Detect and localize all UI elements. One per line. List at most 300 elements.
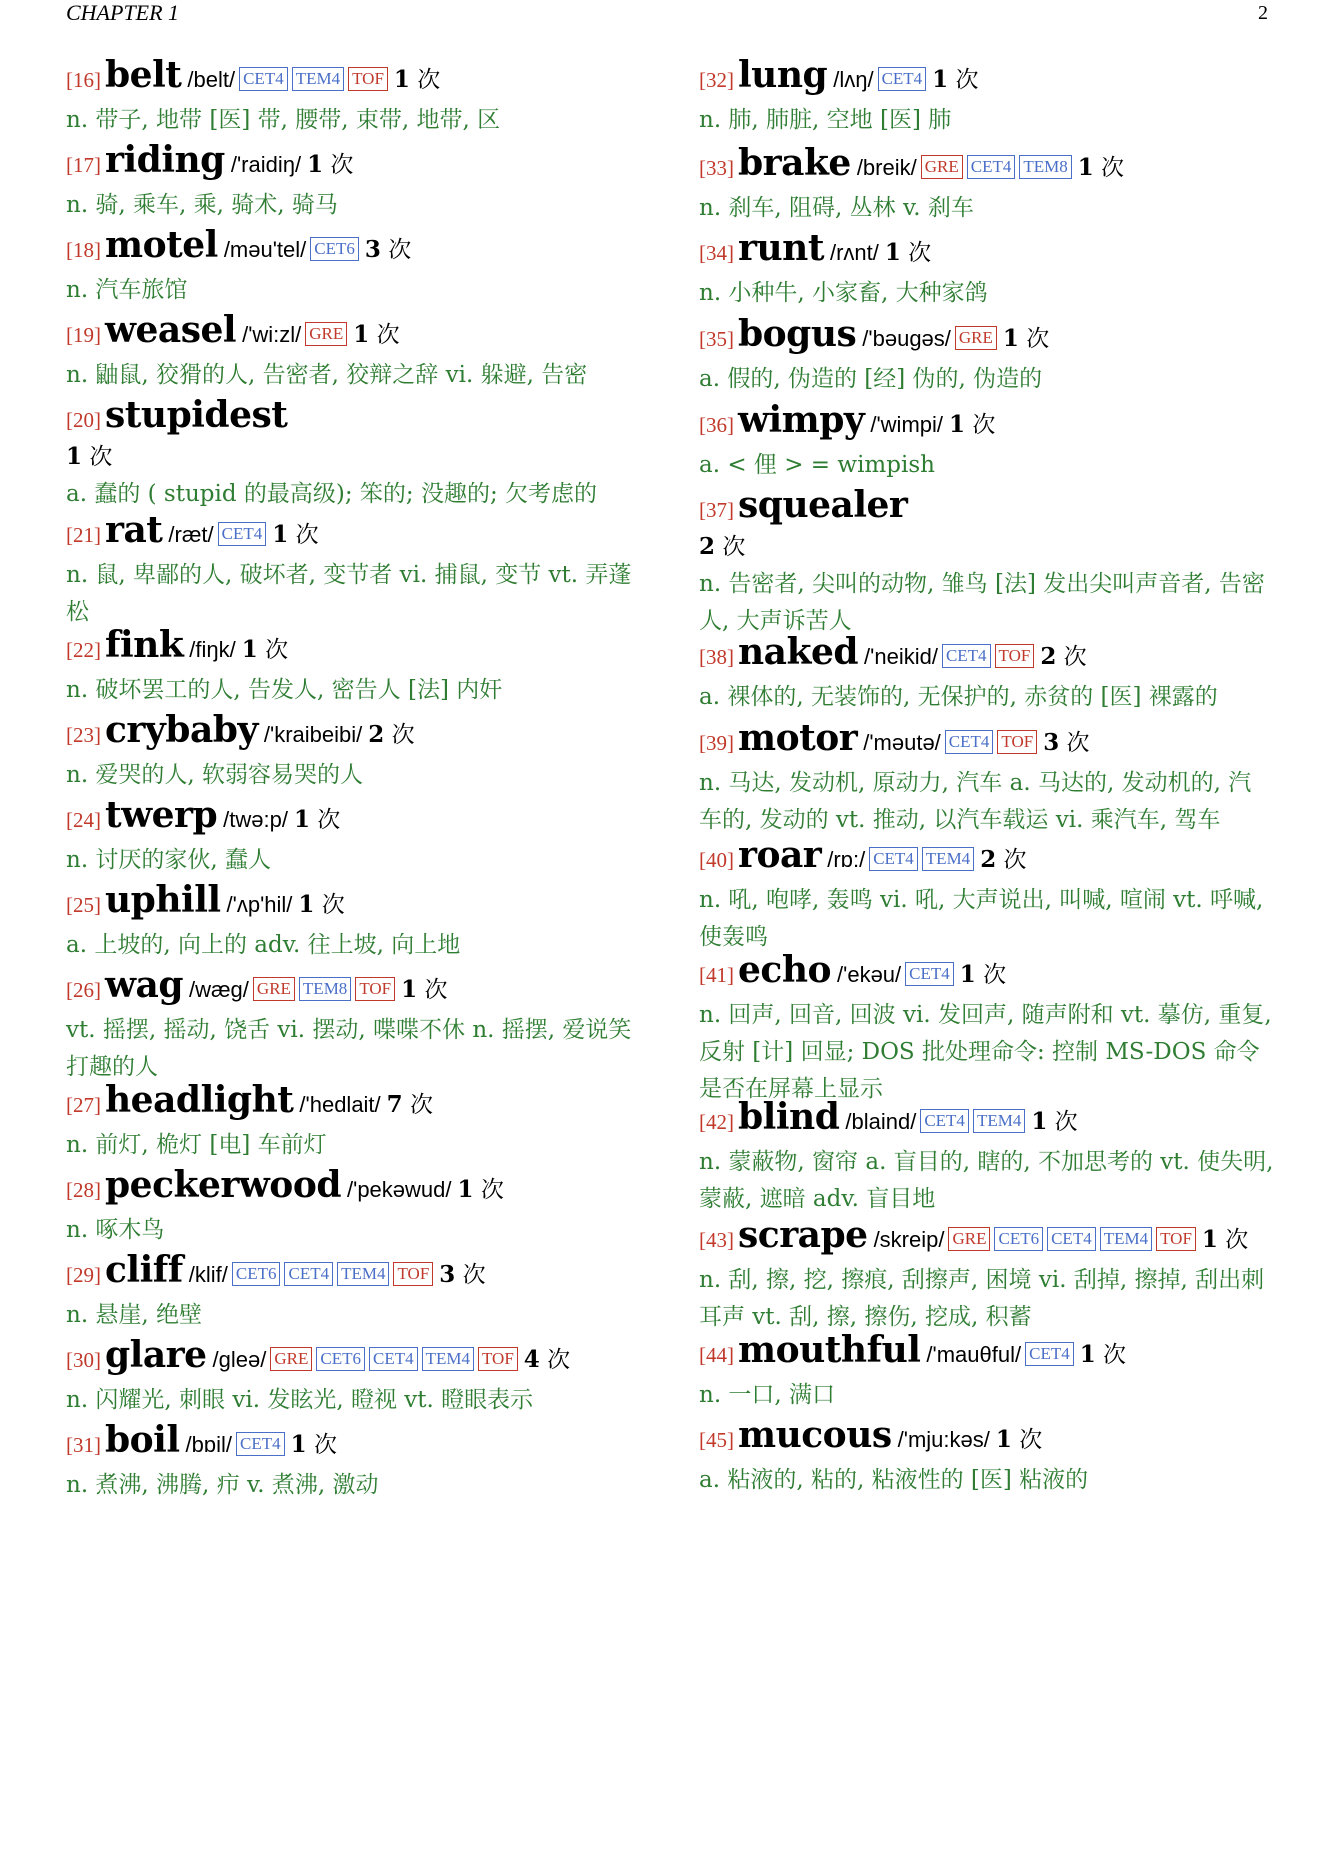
entry-head bbox=[699, 632, 1274, 677]
pronunciation: /'mju:kəs/ bbox=[897, 1427, 990, 1452]
entry-index: [29] bbox=[66, 1263, 101, 1287]
headword: uphill bbox=[105, 879, 221, 921]
entry-head bbox=[66, 1165, 646, 1210]
entry-head bbox=[699, 718, 1274, 763]
pronunciation: /'pekəwud/ bbox=[347, 1177, 452, 1202]
count-unit: 次 bbox=[1011, 1427, 1043, 1453]
headword: roar bbox=[738, 834, 822, 876]
count-unit: 次 bbox=[715, 534, 746, 560]
headword: headlight bbox=[105, 1079, 294, 1121]
count-unit: 次 bbox=[1047, 1109, 1078, 1135]
count-number: 3 bbox=[439, 1261, 456, 1288]
occurrence-count bbox=[272, 522, 318, 548]
pronunciation: /rɒ:/ bbox=[827, 847, 866, 872]
pronunciation: /belt/ bbox=[187, 67, 236, 92]
vocab-entry bbox=[66, 55, 646, 139]
headword: peckerwood bbox=[105, 1164, 341, 1206]
occurrence-count bbox=[699, 534, 745, 560]
vocab-entry bbox=[66, 140, 646, 224]
headword: stupidest bbox=[105, 394, 288, 436]
pronunciation: /ræt/ bbox=[168, 522, 214, 547]
headword: scrape bbox=[738, 1214, 868, 1256]
vocab-entry bbox=[699, 228, 1274, 312]
vocab-entry bbox=[66, 710, 646, 794]
vocab-entry bbox=[699, 1215, 1274, 1336]
count-unit: 次 bbox=[473, 1177, 504, 1203]
entry-head bbox=[699, 485, 1274, 530]
entry-head bbox=[66, 510, 646, 555]
occurrence-count bbox=[298, 892, 344, 918]
count-number: 1 bbox=[298, 891, 315, 918]
entry-head bbox=[66, 710, 646, 755]
pronunciation: /'wimpi/ bbox=[870, 412, 944, 437]
pronunciation: /fiŋk/ bbox=[189, 637, 236, 662]
exam-tag: CET6 bbox=[310, 237, 359, 261]
vocab-entry bbox=[66, 1080, 646, 1164]
entry-head bbox=[66, 225, 646, 270]
count-number: 1 bbox=[307, 151, 324, 178]
vocab-entry bbox=[66, 1250, 646, 1334]
entry-index: [21] bbox=[66, 523, 101, 547]
exam-tag: GRE bbox=[305, 322, 347, 346]
headword: crybaby bbox=[105, 709, 258, 751]
count-number: 4 bbox=[523, 1346, 540, 1373]
exam-tag: CET4 bbox=[869, 847, 918, 871]
entry-head bbox=[699, 400, 1274, 445]
entry-index: [16] bbox=[66, 68, 101, 92]
exam-tag: TOF bbox=[393, 1262, 433, 1286]
count-unit: 次 bbox=[310, 807, 341, 833]
headword: motor bbox=[738, 717, 858, 759]
count-unit: 次 bbox=[257, 637, 289, 663]
count-unit: 次 bbox=[417, 977, 448, 1003]
entry-index: [26] bbox=[66, 978, 101, 1002]
count-unit: 次 bbox=[996, 847, 1027, 873]
vocab-entry bbox=[66, 510, 646, 631]
occurrence-count bbox=[1040, 644, 1086, 670]
occurrence-count bbox=[1031, 1109, 1077, 1135]
headword: naked bbox=[738, 631, 859, 673]
pronunciation: /'kraibeibi/ bbox=[263, 722, 363, 747]
entry-head bbox=[66, 55, 646, 100]
exam-tag: CET4 bbox=[1047, 1227, 1096, 1251]
definition: n. 一口, 满口 bbox=[699, 1382, 836, 1408]
headword: boil bbox=[105, 1419, 180, 1461]
vocab-entry bbox=[66, 795, 646, 879]
definition: vt. 摇摆, 摇动, 饶舌 vi. 摆动, 喋喋不休 n. 摇摆, 爱说笑打趣的人 bbox=[66, 1017, 632, 1080]
exam-tag: CET6 bbox=[316, 1347, 365, 1371]
count-number: 1 bbox=[290, 1431, 307, 1458]
vocab-entry bbox=[66, 395, 646, 513]
definition: n. 骑, 乘车, 乘, 骑术, 骑马 bbox=[66, 192, 338, 218]
occurrence-count bbox=[439, 1262, 485, 1288]
exam-tag: TOF bbox=[355, 977, 395, 1001]
pronunciation: /'ekəu/ bbox=[837, 962, 902, 987]
occurrence-count bbox=[1202, 1227, 1248, 1253]
entry-head bbox=[699, 55, 1274, 100]
count-line bbox=[66, 440, 646, 474]
entry-index: [17] bbox=[66, 153, 101, 177]
headword: echo bbox=[738, 949, 832, 991]
count-number: 1 bbox=[949, 411, 966, 438]
exam-tag: TEM4 bbox=[337, 1262, 389, 1286]
exam-tag: TOF bbox=[995, 644, 1035, 668]
pronunciation: /'ʌp'hil/ bbox=[226, 892, 293, 917]
vocab-entry bbox=[66, 1420, 646, 1504]
count-number: 3 bbox=[364, 236, 381, 263]
count-number: 1 bbox=[1002, 325, 1019, 352]
pronunciation: /'raidiŋ/ bbox=[230, 152, 302, 177]
occurrence-count bbox=[291, 1432, 337, 1458]
occurrence-count bbox=[1078, 155, 1124, 181]
pronunciation: /'məutə/ bbox=[863, 730, 941, 755]
count-number: 1 bbox=[66, 443, 83, 470]
occurrence-count bbox=[885, 240, 931, 266]
chapter-title: CHAPTER 1 bbox=[66, 0, 180, 25]
exam-tag: TOF bbox=[478, 1347, 518, 1371]
entry-index: [33] bbox=[699, 156, 734, 180]
headword: riding bbox=[105, 139, 225, 181]
exam-tag: TOF bbox=[1156, 1227, 1196, 1251]
entry-index: [32] bbox=[699, 68, 734, 92]
entry-head bbox=[699, 950, 1274, 995]
occurrence-count bbox=[980, 847, 1026, 873]
entry-head bbox=[699, 228, 1274, 273]
entry-index: [23] bbox=[66, 723, 101, 747]
entry-head bbox=[699, 143, 1274, 188]
count-number: 1 bbox=[1201, 1226, 1218, 1253]
definition: n. 啄木鸟 bbox=[66, 1217, 165, 1243]
vocab-entry bbox=[699, 55, 1274, 139]
vocab-entry bbox=[699, 632, 1274, 716]
count-number: 7 bbox=[386, 1091, 403, 1118]
headword: cliff bbox=[105, 1249, 183, 1291]
occurrence-count bbox=[458, 1177, 504, 1203]
definition: n. 鼠, 卑鄙的人, 破坏者, 变节者 vi. 捕鼠, 变节 vt. 弄蓬松 bbox=[66, 562, 632, 625]
vocab-entry bbox=[699, 1415, 1274, 1499]
vocab-entry bbox=[66, 625, 646, 709]
entry-index: [20] bbox=[66, 408, 101, 432]
occurrence-count bbox=[365, 237, 411, 263]
count-unit: 次 bbox=[409, 67, 441, 93]
occurrence-count bbox=[932, 67, 978, 93]
count-number: 1 bbox=[457, 1176, 474, 1203]
definition: n. 爱哭的人, 软弱容易哭的人 bbox=[66, 762, 364, 788]
occurrence-count bbox=[1043, 730, 1089, 756]
pronunciation: /'bəugəs/ bbox=[862, 326, 951, 351]
count-unit: 次 bbox=[380, 237, 412, 263]
headword: wimpy bbox=[738, 399, 865, 441]
count-unit: 次 bbox=[948, 67, 979, 93]
entry-index: [30] bbox=[66, 1348, 101, 1372]
entry-index: [40] bbox=[699, 848, 734, 872]
pronunciation: /klif/ bbox=[188, 1262, 228, 1287]
entry-head bbox=[66, 625, 646, 670]
count-unit: 次 bbox=[1217, 1227, 1249, 1253]
exam-tag: GRE bbox=[270, 1347, 312, 1371]
count-line bbox=[699, 530, 1274, 564]
count-unit: 次 bbox=[1093, 155, 1125, 181]
count-unit: 次 bbox=[965, 412, 996, 438]
headword: mucous bbox=[738, 1414, 892, 1456]
count-number: 1 bbox=[959, 961, 976, 988]
definition: a. 蠢的 ( stupid 的最高级); 笨的; 没趣的; 欠考虑的 bbox=[66, 481, 598, 507]
exam-tag: TOF bbox=[997, 730, 1037, 754]
exam-tag: CET4 bbox=[967, 155, 1016, 179]
occurrence-count bbox=[368, 722, 414, 748]
headword: bogus bbox=[738, 313, 857, 355]
pronunciation: /'hedlait/ bbox=[299, 1092, 381, 1117]
definition: n. 告密者, 尖叫的动物, 雏鸟 [法] 发出尖叫声音者, 告密人, 大声诉苦人 bbox=[699, 571, 1265, 634]
exam-tag: GRE bbox=[955, 326, 997, 350]
pronunciation: /'mauθful/ bbox=[926, 1342, 1022, 1367]
definition: n. 煮沸, 沸腾, 疖 v. 煮沸, 激动 bbox=[66, 1472, 379, 1498]
entry-head bbox=[699, 1097, 1274, 1142]
entry-index: [19] bbox=[66, 323, 101, 347]
count-number: 2 bbox=[1040, 643, 1057, 670]
definition: a. 裸体的, 无装饰的, 无保护的, 赤贫的 [医] 裸露的 bbox=[699, 684, 1218, 710]
vocab-entry bbox=[66, 965, 646, 1086]
definition: n. 刹车, 阻碍, 丛林 v. 刹车 bbox=[699, 195, 974, 221]
exam-tag: CET4 bbox=[284, 1262, 333, 1286]
pronunciation: /wæg/ bbox=[189, 977, 249, 1002]
occurrence-count bbox=[66, 444, 112, 470]
definition: n. 破坏罢工的人, 告发人, 密告人 [法] 内奸 bbox=[66, 677, 503, 703]
pronunciation: /rʌnt/ bbox=[829, 240, 879, 265]
count-number: 1 bbox=[1079, 1341, 1096, 1368]
definition: n. 蒙蔽物, 窗帘 a. 盲目的, 瞎的, 不加思考的 vt. 使失明, 蒙蔽, 遮暗 adv. 盲目地 bbox=[699, 1149, 1274, 1212]
pronunciation: /twə:p/ bbox=[223, 807, 288, 832]
occurrence-count bbox=[401, 977, 447, 1003]
pronunciation: /bɒil/ bbox=[185, 1432, 233, 1457]
entry-index: [37] bbox=[699, 498, 734, 522]
headword: runt bbox=[738, 227, 824, 269]
headword: twerp bbox=[105, 794, 218, 836]
count-number: 1 bbox=[401, 976, 418, 1003]
count-number: 1 bbox=[272, 521, 289, 548]
headword: rat bbox=[105, 509, 163, 551]
definition: n. 小种牛, 小家畜, 大种家鸽 bbox=[699, 280, 988, 306]
pronunciation: /lʌŋ/ bbox=[833, 67, 874, 92]
entry-index: [31] bbox=[66, 1433, 101, 1457]
count-unit: 次 bbox=[384, 722, 415, 748]
occurrence-count bbox=[242, 637, 288, 663]
entry-head bbox=[66, 880, 646, 925]
count-number: 1 bbox=[1077, 154, 1094, 181]
headword: wag bbox=[105, 964, 183, 1006]
definition: a. 上坡的, 向上的 adv. 往上坡, 向上地 bbox=[66, 932, 461, 958]
exam-tag: GRE bbox=[948, 1227, 990, 1251]
headword: squealer bbox=[738, 484, 908, 526]
vocab-entry bbox=[699, 1330, 1274, 1414]
occurrence-count bbox=[1003, 326, 1049, 352]
count-number: 2 bbox=[368, 721, 385, 748]
entry-head bbox=[66, 795, 646, 840]
pronunciation: /məu'tel/ bbox=[223, 237, 307, 262]
entry-index: [28] bbox=[66, 1178, 101, 1202]
vocab-entry bbox=[66, 225, 646, 309]
headword: fink bbox=[105, 624, 184, 666]
pronunciation: /skreip/ bbox=[873, 1227, 945, 1252]
count-number: 1 bbox=[353, 321, 370, 348]
entry-index: [44] bbox=[699, 1343, 734, 1367]
definition: a. 假的, 伪造的 [经] 伪的, 伪造的 bbox=[699, 366, 1043, 392]
definition: n. 吼, 咆哮, 轰鸣 vi. 吼, 大声说出, 叫喊, 喧闹 vt. 呼喊, 使轰鸣 bbox=[699, 887, 1264, 950]
definition: n. 闪耀光, 刺眼 vi. 发眩光, 瞪视 vt. 瞪眼表示 bbox=[66, 1387, 534, 1413]
count-unit: 次 bbox=[306, 1432, 337, 1458]
exam-tag: TEM4 bbox=[1100, 1227, 1152, 1251]
exam-tag: TEM4 bbox=[922, 847, 974, 871]
definition: n. 鼬鼠, 狡猾的人, 告密者, 狡辩之辞 vi. 躲避, 告密 bbox=[66, 362, 588, 388]
exam-tag: GRE bbox=[921, 155, 963, 179]
definition: n. 讨厌的家伙, 蠢人 bbox=[66, 847, 272, 873]
entry-index: [22] bbox=[66, 638, 101, 662]
entry-index: [41] bbox=[699, 963, 734, 987]
exam-tag: TEM8 bbox=[1019, 155, 1071, 179]
exam-tag: TEM4 bbox=[292, 67, 344, 91]
entry-head bbox=[699, 314, 1274, 359]
occurrence-count bbox=[387, 1092, 433, 1118]
entry-index: [43] bbox=[699, 1228, 734, 1252]
headword: mouthful bbox=[738, 1329, 921, 1371]
count-unit: 次 bbox=[900, 240, 932, 266]
occurrence-count bbox=[949, 412, 995, 438]
headword: brake bbox=[738, 142, 851, 184]
entry-head bbox=[66, 1080, 646, 1125]
pronunciation: /'neikid/ bbox=[864, 644, 938, 669]
entry-index: [45] bbox=[699, 1428, 734, 1452]
entry-head bbox=[699, 1415, 1274, 1460]
count-number: 1 bbox=[995, 1426, 1012, 1453]
exam-tag: CET4 bbox=[239, 67, 288, 91]
count-number: 3 bbox=[1043, 729, 1060, 756]
exam-tag: CET4 bbox=[236, 1432, 285, 1456]
headword: weasel bbox=[105, 309, 237, 351]
page-number: 2 bbox=[1258, 2, 1268, 24]
exam-tag: GRE bbox=[253, 977, 295, 1001]
count-unit: 次 bbox=[82, 444, 113, 470]
occurrence-count bbox=[394, 67, 440, 93]
pronunciation: /'wi:zl/ bbox=[242, 322, 302, 347]
entry-index: [25] bbox=[66, 893, 101, 917]
exam-tag: CET4 bbox=[945, 730, 994, 754]
vocab-entry bbox=[699, 143, 1274, 227]
occurrence-count bbox=[294, 807, 340, 833]
count-unit: 次 bbox=[1059, 730, 1090, 756]
page-header bbox=[0, 0, 1322, 40]
count-unit: 次 bbox=[1095, 1342, 1127, 1368]
exam-tag: CET4 bbox=[942, 644, 991, 668]
headword: lung bbox=[738, 54, 828, 96]
vocab-entry bbox=[699, 485, 1274, 640]
pronunciation: /blaind/ bbox=[845, 1109, 917, 1134]
definition: n. 马达, 发动机, 原动力, 汽车 a. 马达的, 发动机的, 汽车的, 发动的 vt. 推动, 以汽车载运 vi. 乘汽车, 驾车 bbox=[699, 770, 1252, 833]
entry-head bbox=[66, 1335, 646, 1380]
count-number: 2 bbox=[980, 846, 997, 873]
entry-index: [24] bbox=[66, 808, 101, 832]
entry-index: [42] bbox=[699, 1110, 734, 1134]
headword: glare bbox=[105, 1334, 207, 1376]
entry-index: [38] bbox=[699, 645, 734, 669]
vocab-entry bbox=[66, 1335, 646, 1419]
exam-tag: CET4 bbox=[1025, 1342, 1074, 1366]
count-unit: 次 bbox=[455, 1262, 486, 1288]
count-number: 2 bbox=[699, 533, 716, 560]
count-unit: 次 bbox=[369, 322, 400, 348]
count-unit: 次 bbox=[975, 962, 1007, 988]
occurrence-count bbox=[996, 1427, 1042, 1453]
count-number: 1 bbox=[393, 66, 410, 93]
count-unit: 次 bbox=[1056, 644, 1087, 670]
headword: blind bbox=[738, 1096, 840, 1138]
occurrence-count bbox=[960, 962, 1006, 988]
exam-tag: TEM4 bbox=[973, 1109, 1025, 1133]
definition: a. 粘液的, 粘的, 粘液性的 [医] 粘液的 bbox=[699, 1467, 1089, 1493]
occurrence-count bbox=[1080, 1342, 1126, 1368]
count-number: 1 bbox=[932, 66, 949, 93]
definition: n. 悬崖, 绝壁 bbox=[66, 1302, 203, 1328]
exam-tag: CET4 bbox=[218, 522, 267, 546]
entry-head bbox=[66, 965, 646, 1010]
pronunciation: /breik/ bbox=[856, 155, 917, 180]
exam-tag: TEM4 bbox=[422, 1347, 474, 1371]
entry-index: [18] bbox=[66, 238, 101, 262]
entry-index: [39] bbox=[699, 731, 734, 755]
vocab-entry bbox=[699, 400, 1274, 484]
definition: n. 前灯, 桅灯 [电] 车前灯 bbox=[66, 1132, 327, 1158]
count-unit: 次 bbox=[323, 152, 354, 178]
entry-head bbox=[66, 1250, 646, 1295]
vocab-entry bbox=[66, 310, 646, 394]
count-unit: 次 bbox=[1018, 326, 1050, 352]
definition: n. 回声, 回音, 回波 vi. 发回声, 随声附和 vt. 摹仿, 重复, 反射 [计] 回显; DOS 批处理命令: 控制 MS-DOS 命令是否在屏幕上显示 bbox=[699, 1002, 1272, 1102]
exam-tag: CET4 bbox=[905, 962, 954, 986]
vocab-entry bbox=[699, 718, 1274, 839]
count-unit: 次 bbox=[314, 892, 345, 918]
vocab-entry bbox=[699, 950, 1274, 1108]
headword: motel bbox=[105, 224, 218, 266]
exam-tag: CET4 bbox=[920, 1109, 969, 1133]
entry-head bbox=[66, 395, 646, 440]
vocab-entry bbox=[699, 1097, 1274, 1218]
count-number: 1 bbox=[293, 806, 310, 833]
pronunciation: /gleə/ bbox=[212, 1347, 267, 1372]
count-number: 1 bbox=[1031, 1108, 1048, 1135]
entry-index: [35] bbox=[699, 327, 734, 351]
count-number: 1 bbox=[884, 239, 901, 266]
exam-tag: CET6 bbox=[994, 1227, 1043, 1251]
vocab-entry bbox=[66, 880, 646, 964]
entry-head bbox=[699, 1330, 1274, 1375]
count-unit: 次 bbox=[402, 1092, 433, 1118]
entry-head bbox=[699, 1215, 1274, 1260]
occurrence-count bbox=[353, 322, 399, 348]
occurrence-count bbox=[524, 1347, 570, 1373]
entry-index: [34] bbox=[699, 241, 734, 265]
count-unit: 次 bbox=[288, 522, 319, 548]
count-unit: 次 bbox=[539, 1347, 571, 1373]
entry-head bbox=[66, 310, 646, 355]
headword: belt bbox=[105, 54, 182, 96]
entry-head bbox=[66, 1420, 646, 1465]
exam-tag: TEM8 bbox=[299, 977, 351, 1001]
entry-head bbox=[699, 835, 1274, 880]
definition: a. < 俚 > = wimpish bbox=[699, 452, 935, 478]
count-number: 1 bbox=[241, 636, 258, 663]
entry-index: [36] bbox=[699, 413, 734, 437]
exam-tag: CET4 bbox=[878, 67, 927, 91]
vocab-entry bbox=[699, 835, 1274, 956]
